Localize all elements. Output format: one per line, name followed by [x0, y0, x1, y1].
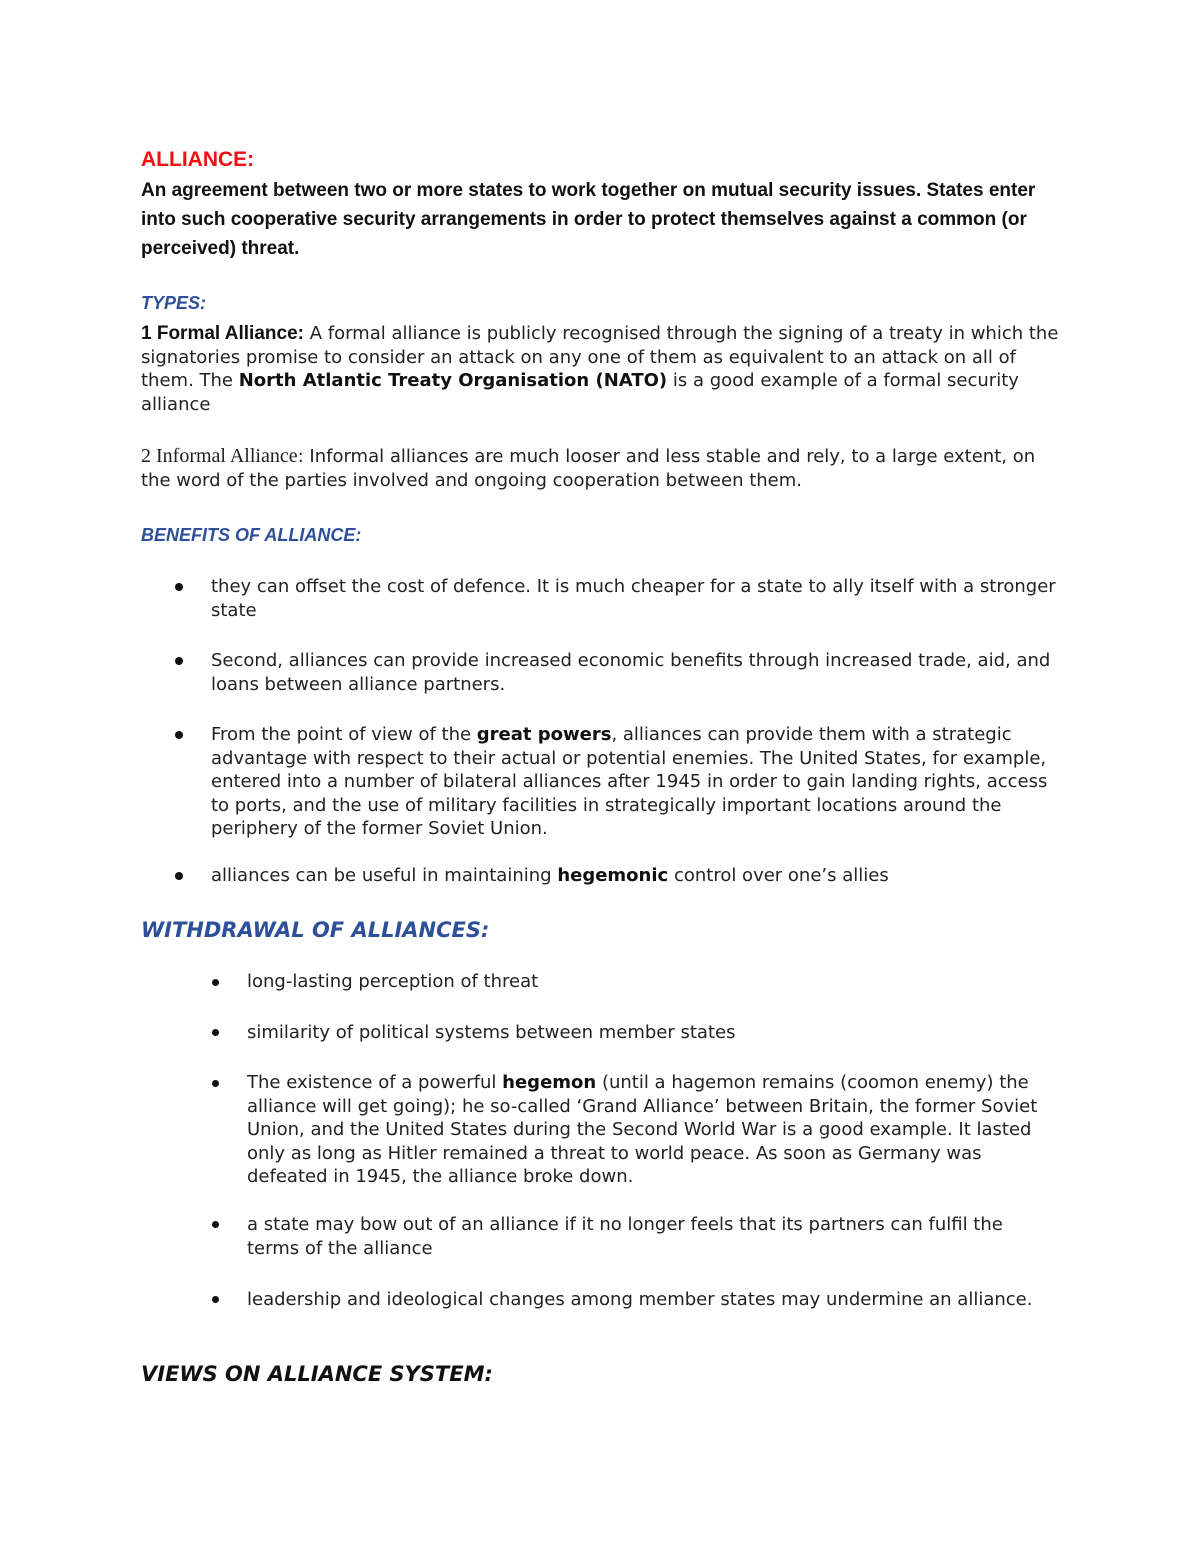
benefit-item-3	[211, 723, 1071, 841]
bullet-icon	[212, 1080, 219, 1087]
hegemonic-bold: hegemonic	[557, 865, 669, 886]
bullet-icon	[175, 583, 183, 591]
hegemon-bold: hegemon	[502, 1072, 597, 1093]
formal-alliance-text-a: A formal alliance is publicly recognised through the signing of a treaty in which the signatories promise to consider an attack on any one of them as equivalent to an attack on all of them. The	[141, 323, 1059, 391]
bullet-icon	[212, 1296, 219, 1303]
bullet-icon	[175, 731, 183, 739]
informal-alliance-label: 2 Informal Alliance	[141, 445, 298, 467]
benefit-item-4-pre: alliances can be useful in maintaining	[211, 865, 558, 886]
alliance-heading: ALLIANCE:	[141, 148, 255, 171]
informal-alliance-text: : Informal alliances are much looser and less stable and rely, to a large extent, on the word of the parties involved and ongoing cooperation between them.	[141, 446, 1036, 491]
types-heading: TYPES:	[141, 293, 207, 313]
withdrawal-item-3	[247, 1071, 1062, 1189]
bullet-icon	[175, 657, 183, 665]
views-heading: VIEWS ON ALLIANCE SYSTEM:	[141, 1362, 493, 1386]
benefits-heading: BENEFITS OF ALLIANCE:	[141, 525, 362, 545]
benefit-item-2: Second, alliances can provide increased economic benefits through increased trade, aid, and loans between alliance partners.	[211, 650, 1051, 695]
withdrawal-item-4: a state may bow out of an alliance if it no longer feels that its partners can fulfil the terms of the alliance	[247, 1214, 1003, 1259]
formal-alliance-text-b: is a good example of a formal security alliance	[141, 370, 1019, 415]
bullet-icon	[212, 1029, 219, 1036]
formal-alliance-label: 1 Formal Alliance:	[141, 323, 304, 344]
withdrawal-item-5: leadership and ideological changes among member states may undermine an alliance.	[247, 1289, 1033, 1310]
withdrawal-item-3-pre: The existence of a powerful	[247, 1072, 503, 1093]
nato-bold: North Atlantic Treaty Organisation (NATO)	[238, 370, 668, 391]
benefit-item-1: they can offset the cost of defence. It is much cheaper for a state to ally itself with a stronger state	[211, 576, 1056, 621]
informal-alliance-paragraph	[141, 445, 1066, 492]
benefit-item-4-post: control over one’s allies	[668, 865, 889, 886]
formal-alliance-paragraph	[141, 322, 1066, 416]
great-powers-bold: great powers	[476, 724, 612, 745]
benefit-item-3-pre: From the point of view of the	[211, 724, 477, 745]
bullet-icon	[212, 979, 219, 986]
bullet-icon	[175, 872, 183, 880]
withdrawal-item-3-post: (until a hagemon remains (coomon enemy) the alliance will get going); he so-called ‘Grand Alliance’ between Britain, the former Soviet Union, and the United States during the Second World War is a good example. It lasted only as long as Hitler remained a threat to world peace. As soon as Germany was defeated in 1945, the alliance broke down.	[247, 1072, 1038, 1187]
withdrawal-item-1: long-lasting perception of threat	[247, 971, 539, 992]
withdrawal-item-2: similarity of political systems between member states	[247, 1022, 736, 1043]
benefit-item-3-post: , alliances can provide them with a strategic advantage with respect to their actual or potential enemies. The United States, for example, entered into a number of bilateral alliances after 1945 in order to gain landing rights, access to ports, and the use of military facilities in strategically important locations around the periphery of the former Soviet Union.	[211, 724, 1048, 839]
benefit-item-4	[211, 864, 1071, 888]
alliance-definition: An agreement between two or more states to work together on mutual security issues. States enter into such cooperative security arrangements in order to protect themselves against a common (or perceived) threat.	[141, 180, 1036, 259]
bullet-icon	[212, 1221, 219, 1228]
withdrawal-heading: WITHDRAWAL OF ALLIANCES:	[141, 918, 490, 942]
